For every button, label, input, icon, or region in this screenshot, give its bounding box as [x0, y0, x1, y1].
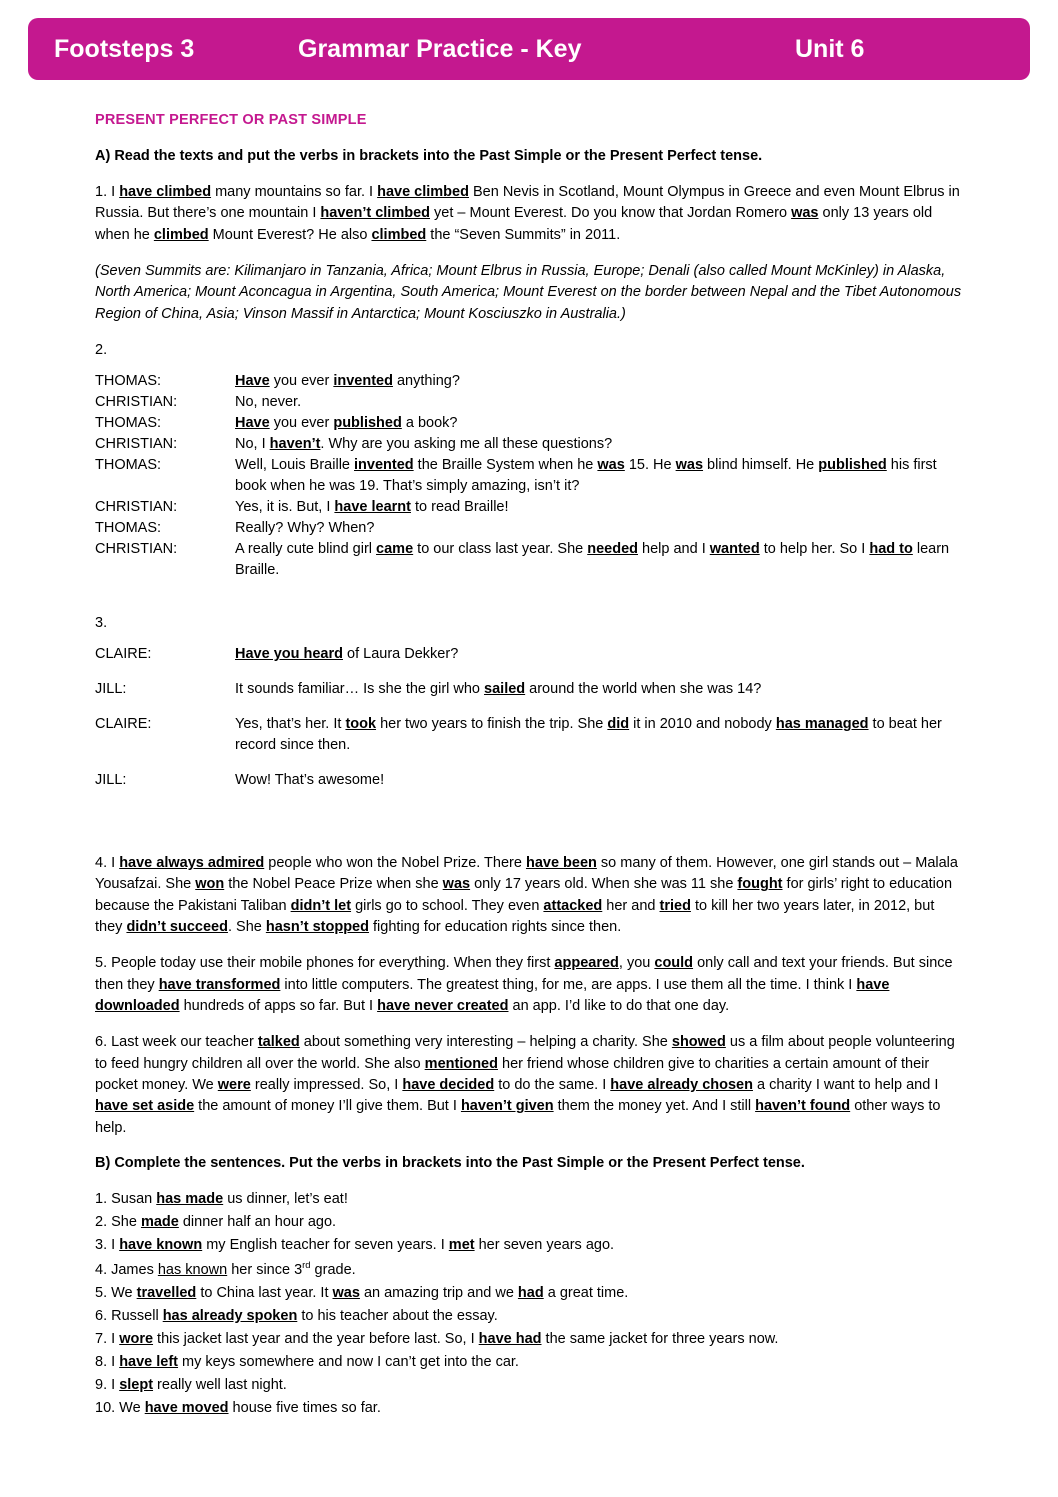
dialogue-line: Yes, that’s her. It took her two years to finish the trip. She did it in 2010 and nobody has managed to beat her record since then.	[235, 716, 942, 754]
dialogue-speaker: CHRISTIAN:	[95, 435, 178, 452]
dialogue-row	[95, 371, 963, 392]
dialogue-2-body	[95, 371, 963, 581]
dialogue-speaker: THOMAS:	[95, 456, 162, 473]
dialogue-row	[95, 518, 963, 539]
exercise-4-text: 4. I have always admired people who won the Nobel Prize. There have been so many of them. However, one girl stands out – Malala Yousafzai. She won the Nobel Peace Prize when she was only 17 years old. When she was 11 she fought for girls’ right to education because the Pakistani Taliban didn’t let girls go to school. They even attacked her and tried to kill her two years later, in 2012, but they didn’t succeed. She hasn’t stopped fighting for education rights since then.	[95, 855, 958, 936]
dialogue-row	[95, 770, 963, 805]
section-title: PRESENT PERFECT OR PAST SIMPLE	[95, 112, 367, 128]
dialogue-speaker: JILL:	[95, 681, 127, 698]
dialogue-row	[95, 644, 963, 679]
dialogue-line: No, never.	[235, 393, 302, 410]
dialogue-row	[95, 455, 963, 497]
exercise-1-text: 1. I have climbed many mountains so far. I have climbed Ben Nevis in Scotland, Mount Olympus in Greece and even Mount Elbrus in Russia. But there’s one mountain I haven’t climbed yet – Mount Everest. Do you know that Jordan Romero was only 13 years old when he climbed Mount Everest? He also climbed the “Seven Summits” in 2011.	[95, 184, 960, 243]
dialogue-3-body	[95, 644, 963, 805]
header-document-title: Grammar Practice - Key	[298, 34, 582, 63]
dialogue-row	[95, 392, 963, 413]
seven-summits-note: (Seven Summits are: Kilimanjaro in Tanzania, Africa; Mount Elbrus in Russia, Europe; Denali (also called Mount McKinley) in Alaska, North America; Mount Aconcagua in Argentina, South America; Mount Everest on the border between Nepal and the Tibet Autonomous Region of China, Asia; Vinson Massif in Antarctica; Mount Kosciuszko in Australia.)	[95, 262, 962, 322]
dialogue-speaker: THOMAS:	[95, 520, 162, 536]
dialogue-row	[95, 539, 963, 581]
dialogue-speaker: CHRISTIAN:	[95, 393, 178, 410]
exercise-6-text: 6. Last week our teacher talked about something very interesting – helping a charity. She showed us a film about people volunteering to feed hungry children all over the world. She also mentioned her friend whose children give to charities a certain amount of their pocket money. We were really impressed. So, I have decided to do the same. I have already chosen a charity I want to help and I have set aside the amount of money I’ll give them. But I haven’t given them the money yet. And I still haven’t found other ways to help.	[95, 1034, 955, 1136]
dialogue-row	[95, 679, 963, 714]
dialogue-speaker: CLAIRE:	[95, 716, 152, 733]
dialogue-line: Have you ever invented anything?	[235, 372, 460, 389]
list-item: 8. I have left my keys somewhere and now I can’t get into the car.	[95, 1353, 519, 1370]
header-book-title: Footsteps 3	[54, 34, 195, 63]
spacer	[95, 587, 963, 613]
list-item: 2. She made dinner half an hour ago.	[95, 1213, 337, 1230]
dialogue-2	[95, 371, 963, 581]
dialogue-speaker: JILL:	[95, 772, 127, 789]
header-unit-label: Unit 6	[795, 34, 865, 63]
dialogue-line: Well, Louis Braille invented the Braille System when he was 15. He was blind himself. He published his first book when he was 19. That’s simply amazing, isn’t it?	[235, 456, 937, 494]
dialogue-speaker: THOMAS:	[95, 372, 162, 389]
dialogue-speaker: CHRISTIAN:	[95, 498, 178, 515]
exercise-3-number: 3.	[95, 615, 108, 632]
dialogue-row	[95, 413, 963, 434]
list-item: 4. James has known her since 3rd grade.	[95, 1258, 356, 1278]
dialogue-line: Really? Why? When?	[235, 520, 375, 536]
list-item: 1. Susan has made us dinner, let’s eat!	[95, 1190, 348, 1207]
dialogue-speaker: THOMAS:	[95, 414, 162, 431]
dialogue-speaker: CLAIRE:	[95, 646, 152, 663]
dialogue-line: No, I haven’t. Why are you asking me all these questions?	[235, 435, 613, 452]
page-header	[28, 18, 1030, 80]
list-item: 5. We travelled to China last year. It was an amazing trip and we had a great time.	[95, 1284, 629, 1301]
part-b-title: B) Complete the sentences. Put the verbs in brackets into the Past Simple or the Present Perfect tense.	[95, 1154, 805, 1171]
dialogue-line: Yes, it is. But, I have learnt to read Braille!	[235, 498, 509, 515]
part-a-title: A) Read the texts and put the verbs in brackets into the Past Simple or the Present Perfect tense.	[95, 148, 763, 164]
list-item: 6. Russell has already spoken to his teacher about the essay.	[95, 1307, 498, 1324]
worksheet-content	[0, 80, 1058, 1465]
list-item: 9. I slept really well last night.	[95, 1376, 287, 1393]
list-item: 7. I wore this jacket last year and the year before last. So, I have had the same jacket for three years now.	[95, 1330, 779, 1347]
list-item: 10. We have moved house five times so far.	[95, 1399, 381, 1416]
dialogue-row	[95, 434, 963, 455]
dialogue-line: Wow! That’s awesome!	[235, 772, 385, 789]
dialogue-line: It sounds familiar… Is she the girl who sailed around the world when she was 14?	[235, 681, 762, 698]
dialogue-3	[95, 644, 963, 805]
part-b-list	[95, 1189, 963, 1419]
dialogue-line: A really cute blind girl came to our class last year. She needed help and I wanted to help her. So I had to learn Braille.	[235, 541, 950, 579]
dialogue-row	[95, 497, 963, 518]
spacer	[95, 811, 963, 853]
dialogue-speaker: CHRISTIAN:	[95, 541, 178, 558]
dialogue-row	[95, 714, 963, 770]
dialogue-line: Have you ever published a book?	[235, 414, 458, 431]
exercise-5-text: 5. People today use their mobile phones for everything. When they first appeared, you could only call and text your friends. But since then they have transformed into little computers. The greatest thing, for me, are apps. I use them all the time. I think I have downloaded hundreds of apps so far. But I have never created an app. I’d like to do that one day.	[95, 955, 953, 1015]
exercise-2-number: 2.	[95, 341, 108, 358]
list-item: 3. I have known my English teacher for seven years. I met her seven years ago.	[95, 1236, 615, 1253]
dialogue-line: Have you heard of Laura Dekker?	[235, 646, 459, 663]
